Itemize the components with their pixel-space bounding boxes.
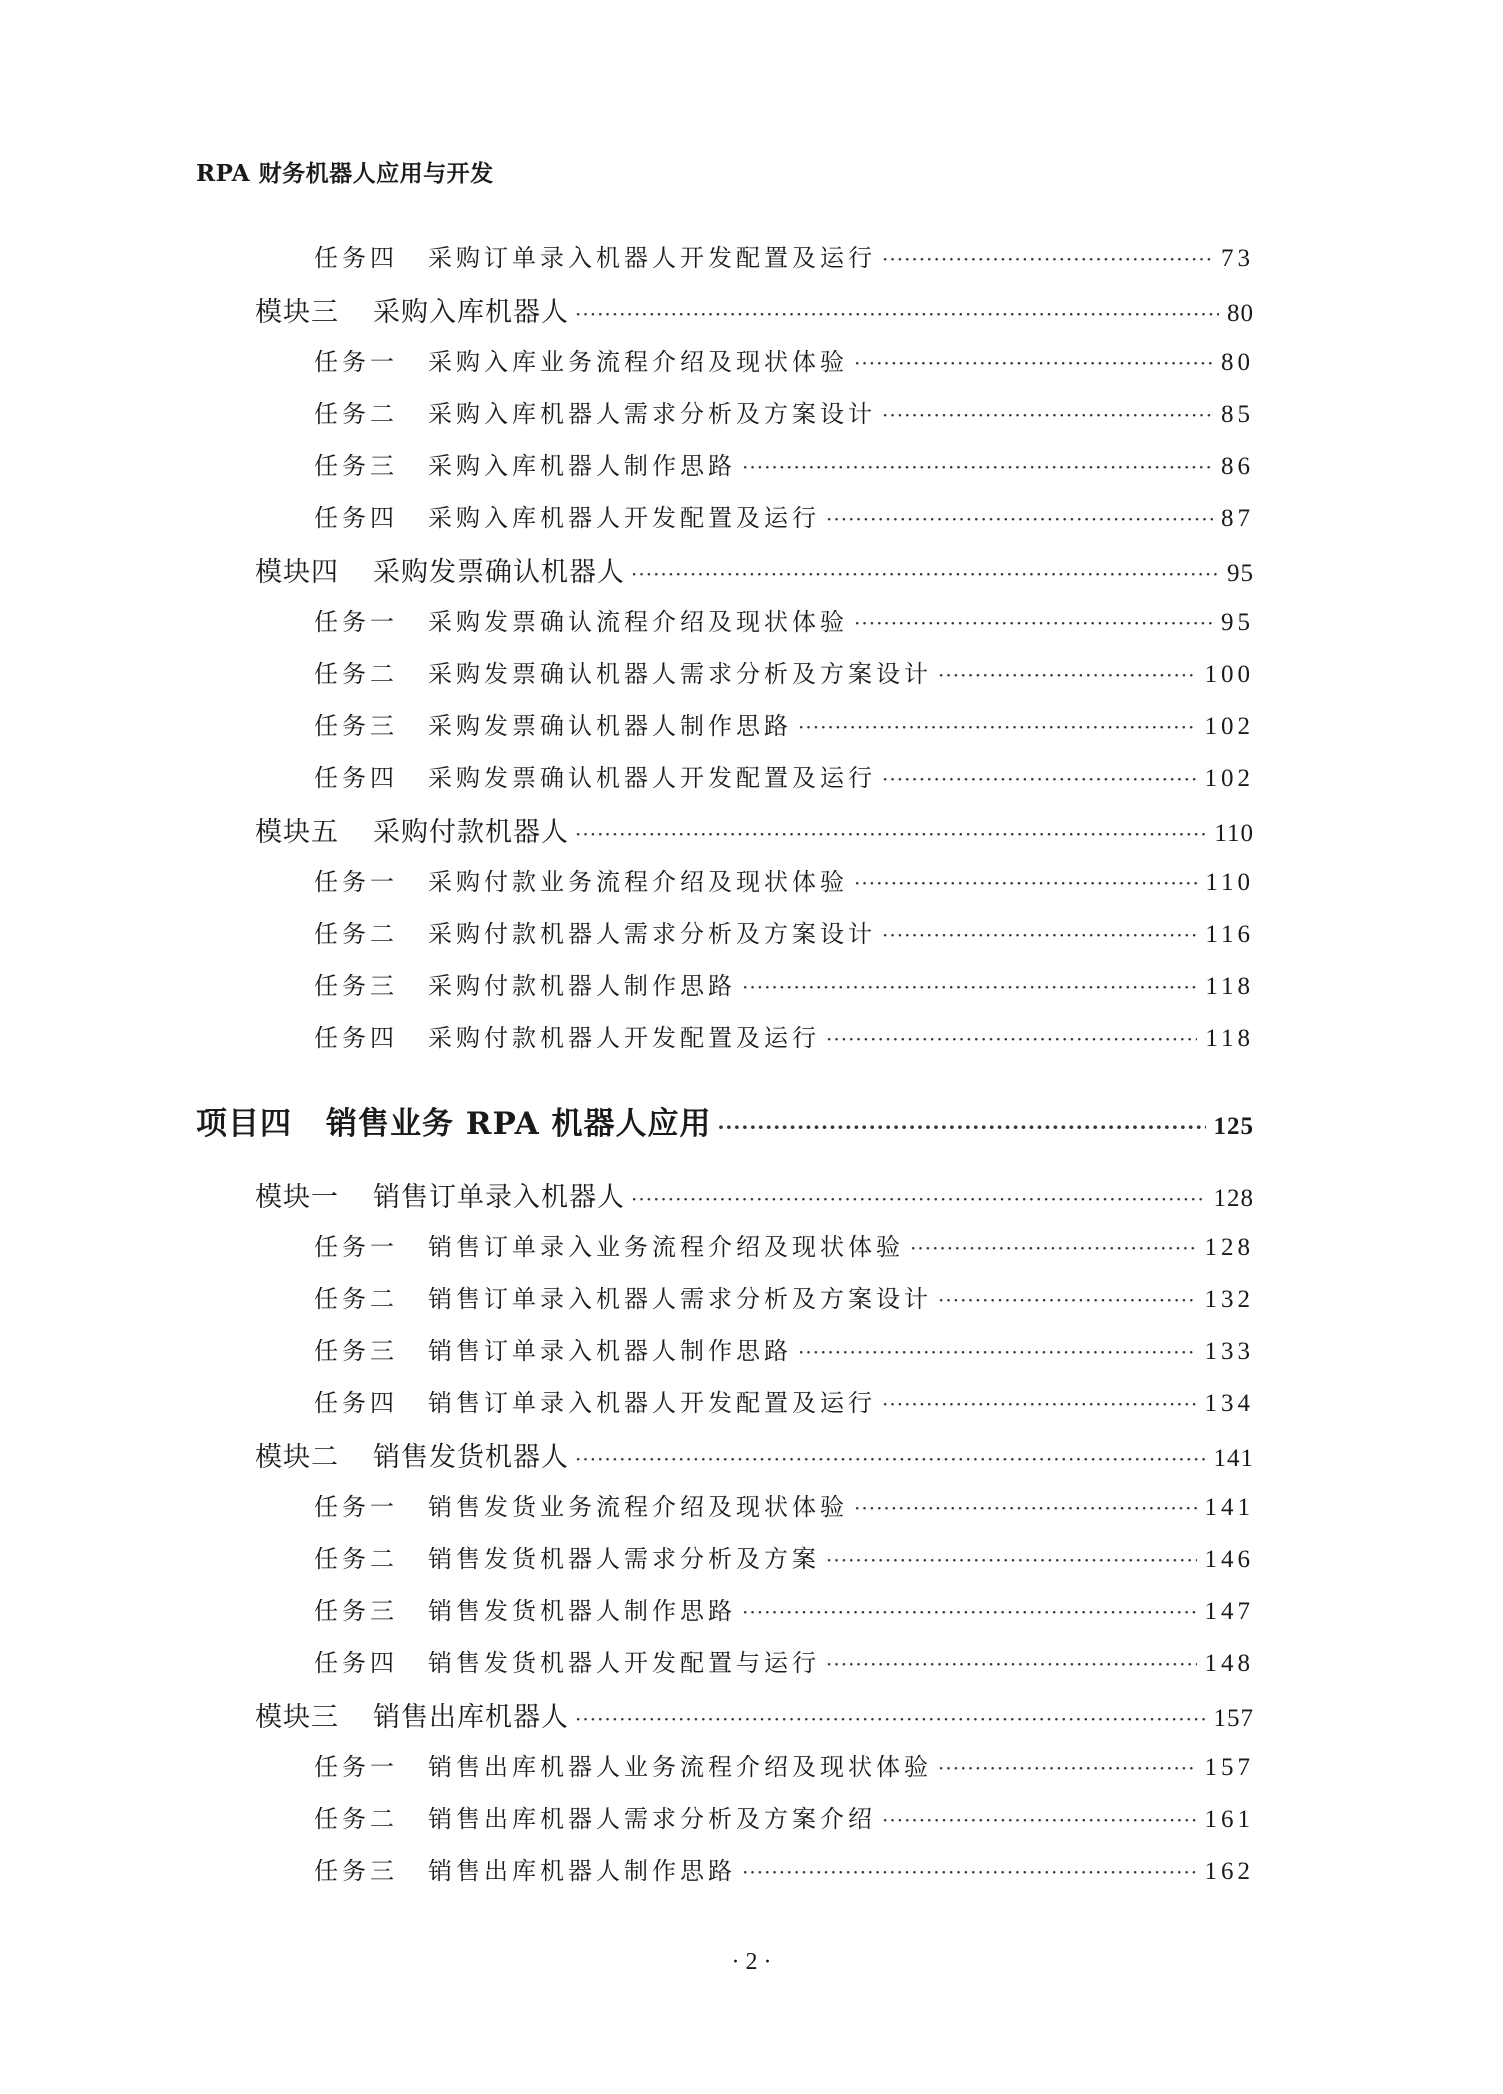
toc-entry-title: 销售订单录入机器人需求分析及方案设计 [428, 1285, 932, 1313]
toc-entry-page-number: 157 [1213, 1705, 1254, 1732]
dot-leader [575, 822, 1206, 846]
toc-entry-prefix: 模块三 [255, 1702, 339, 1733]
toc-entry-title: 销售订单录入机器人制作思路 [428, 1337, 792, 1365]
toc-entry-task [314, 1487, 1254, 1522]
toc-entry-task [314, 602, 1254, 637]
toc-entry-page-number: 148 [1204, 1650, 1254, 1677]
toc-entry-page-number: 87 [1221, 505, 1254, 532]
toc-entry-title: 采购入库机器人需求分析及方案设计 [428, 400, 876, 428]
toc-entry-prefix: 任务一 [314, 348, 398, 376]
toc-entry-project [196, 1098, 1254, 1143]
toc-entry-title: 销售发货机器人开发配置与运行 [428, 1649, 820, 1677]
toc-entry-task [314, 706, 1254, 741]
toc-entry-page-number: 162 [1204, 1858, 1254, 1885]
toc-entry-title: 销售发货机器人 [373, 1442, 569, 1473]
running-header: RPA 财务机器人应用与开发 [196, 160, 494, 187]
dot-leader [938, 663, 1197, 687]
toc-entry-prefix: 任务一 [314, 868, 398, 896]
toc-entry-title: 销售发货业务流程介绍及现状体验 [428, 1493, 848, 1521]
dot-leader [882, 767, 1197, 791]
dot-leader [938, 1288, 1197, 1312]
toc-entry-title: 销售出库机器人 [373, 1702, 569, 1733]
toc-entry-page-number: 128 [1204, 1234, 1254, 1261]
dot-leader [882, 403, 1213, 427]
toc-entry-page-number: 157 [1204, 1754, 1254, 1781]
toc-entry-title: 销售发货机器人需求分析及方案 [428, 1545, 820, 1573]
toc-entry-module [255, 1175, 1254, 1214]
toc-entry-title: 采购订单录入机器人开发配置及运行 [428, 244, 876, 272]
toc-entry-page-number: 80 [1221, 349, 1254, 376]
toc-entry-page-number: 116 [1205, 921, 1254, 948]
toc-entry-task [314, 1747, 1254, 1782]
dot-leader [882, 1808, 1197, 1832]
dot-leader [742, 1600, 1197, 1624]
toc-entry-task [314, 1227, 1254, 1262]
dot-leader [631, 562, 1219, 586]
toc-entry-prefix: 任务一 [314, 1233, 398, 1261]
toc-entry-page-number: 85 [1221, 401, 1254, 428]
toc-entry-prefix: 模块三 [255, 297, 339, 328]
toc-entry-task [314, 342, 1254, 377]
toc-entry-prefix: 任务四 [314, 1024, 398, 1052]
dot-leader [882, 247, 1213, 271]
toc-entry-prefix: 任务三 [314, 972, 398, 1000]
toc-entry-prefix: 任务三 [314, 1857, 398, 1885]
toc-entry-page-number: 110 [1205, 869, 1254, 896]
toc-entry-title: 销售出库机器人业务流程介绍及现状体验 [428, 1753, 932, 1781]
toc-entry-title: 销售订单录入业务流程介绍及现状体验 [428, 1233, 904, 1261]
toc-entry-title: 采购发票确认机器人制作思路 [428, 712, 792, 740]
toc-entry-prefix: 模块四 [255, 557, 339, 588]
toc-entry-module [255, 1695, 1254, 1734]
toc-entry-prefix: 任务三 [314, 1597, 398, 1625]
dot-leader [631, 1187, 1206, 1211]
toc-entry-prefix: 模块五 [255, 817, 339, 848]
dot-leader [575, 1447, 1206, 1471]
toc-entry-title: 销售业务 RPA 机器人应用 [326, 1106, 712, 1142]
toc-entry-prefix: 任务二 [314, 1545, 398, 1573]
toc-entry-task [314, 1018, 1254, 1053]
dot-leader [826, 507, 1213, 531]
toc-entry-prefix: 任务一 [314, 608, 398, 636]
toc-entry-title: 采购入库机器人开发配置及运行 [428, 504, 820, 532]
toc-entry-page-number: 118 [1205, 973, 1254, 1000]
toc-entry-title: 采购付款机器人 [373, 817, 569, 848]
dot-leader [938, 1756, 1197, 1780]
toc-entry-page-number: 110 [1214, 820, 1254, 847]
toc-entry-title: 销售订单录入机器人开发配置及运行 [428, 1389, 876, 1417]
dot-leader [854, 871, 1197, 895]
toc-entry-title: 采购发票确认机器人 [373, 557, 625, 588]
toc-entry-prefix: 任务三 [314, 712, 398, 740]
toc-entry-page-number: 102 [1204, 765, 1254, 792]
toc-entry-title: 采购付款机器人开发配置及运行 [428, 1024, 820, 1052]
dot-leader [742, 455, 1213, 479]
toc-entry-title: 销售发货机器人制作思路 [428, 1597, 736, 1625]
toc-entry-prefix: 任务三 [314, 452, 398, 480]
dot-leader [826, 1652, 1197, 1676]
toc-entry-page-number: 95 [1227, 560, 1254, 587]
toc-entry-page-number: 134 [1204, 1390, 1254, 1417]
toc-entry-prefix: 任务二 [314, 920, 398, 948]
dot-leader [882, 1392, 1197, 1416]
toc-entry-module [255, 810, 1254, 849]
dot-leader [717, 1115, 1205, 1139]
toc-entry-title: 采购入库机器人制作思路 [428, 452, 736, 480]
dot-leader [854, 351, 1213, 375]
toc-entry-page-number: 95 [1221, 609, 1254, 636]
toc-entry-prefix: 任务三 [314, 1337, 398, 1365]
toc-entry-task [314, 498, 1254, 533]
toc-entry-task [314, 1383, 1254, 1418]
toc-entry-task [314, 1591, 1254, 1626]
dot-leader [826, 1548, 1197, 1572]
toc-entry-task [314, 1279, 1254, 1314]
toc-entry-task [314, 914, 1254, 949]
toc-entry-task [314, 1851, 1254, 1886]
toc-entry-prefix: 模块二 [255, 1442, 339, 1473]
toc-entry-page-number: 125 [1213, 1113, 1254, 1140]
toc-entry-task [314, 1643, 1254, 1678]
toc-entry-title: 采购入库机器人 [373, 297, 569, 328]
toc-entry-module [255, 290, 1254, 329]
toc-entry-prefix: 任务二 [314, 660, 398, 688]
toc-entry-title: 销售订单录入机器人 [373, 1182, 625, 1213]
toc-entry-page-number: 102 [1204, 713, 1254, 740]
dot-leader [575, 302, 1219, 326]
toc-entry-task [314, 446, 1254, 481]
dot-leader [854, 611, 1213, 635]
toc-entry-title: 采购发票确认流程介绍及现状体验 [428, 608, 848, 636]
toc-entry-page-number: 118 [1205, 1025, 1254, 1052]
toc-entry-title: 销售出库机器人制作思路 [428, 1857, 736, 1885]
toc-entry-page-number: 146 [1204, 1546, 1254, 1573]
dot-leader [826, 1027, 1197, 1051]
toc-entry-task [314, 758, 1254, 793]
toc-entry-prefix: 任务四 [314, 1649, 398, 1677]
toc-entry-title: 采购付款机器人需求分析及方案设计 [428, 920, 876, 948]
toc-entry-prefix: 任务二 [314, 1805, 398, 1833]
toc-entry-task [314, 654, 1254, 689]
dot-leader [882, 923, 1197, 947]
dot-leader [798, 1340, 1197, 1364]
toc-entry-page-number: 133 [1204, 1338, 1254, 1365]
toc-entry-module [255, 1435, 1254, 1474]
toc-entry-task [314, 238, 1254, 273]
toc-entry-page-number: 141 [1213, 1445, 1254, 1472]
toc-entry-task [314, 1799, 1254, 1834]
toc-entry-prefix: 项目四 [196, 1106, 292, 1142]
dot-leader [910, 1236, 1197, 1260]
toc-entry-prefix: 任务二 [314, 1285, 398, 1313]
toc-entry-prefix: 任务二 [314, 400, 398, 428]
toc-entry-title: 采购发票确认机器人开发配置及运行 [428, 764, 876, 792]
toc-entry-title: 销售出库机器人需求分析及方案介绍 [428, 1805, 876, 1833]
toc-entry-module [255, 550, 1254, 589]
page-number: · 2 · [731, 1949, 772, 1975]
toc-entry-task [314, 394, 1254, 429]
toc-entry-prefix: 任务一 [314, 1493, 398, 1521]
toc-entry-prefix: 任务四 [314, 244, 398, 272]
toc-entry-prefix: 任务四 [314, 764, 398, 792]
toc-entry-task [314, 862, 1254, 897]
dot-leader [742, 1860, 1197, 1884]
toc-entry-title: 采购付款机器人制作思路 [428, 972, 736, 1000]
dot-leader [575, 1707, 1206, 1731]
toc-entry-page-number: 147 [1204, 1598, 1254, 1625]
toc-entry-title: 采购付款业务流程介绍及现状体验 [428, 868, 848, 896]
toc-entry-page-number: 80 [1227, 300, 1254, 327]
toc-entry-prefix: 任务一 [314, 1753, 398, 1781]
dot-leader [742, 975, 1197, 999]
toc-entry-prefix: 任务四 [314, 504, 398, 532]
toc-entry-title: 采购入库业务流程介绍及现状体验 [428, 348, 848, 376]
toc-entry-page-number: 128 [1213, 1185, 1254, 1212]
toc-entry-page-number: 132 [1204, 1286, 1254, 1313]
toc-entry-task [314, 1539, 1254, 1574]
toc-entry-prefix: 模块一 [255, 1182, 339, 1213]
dot-leader [854, 1496, 1197, 1520]
toc-entry-task [314, 1331, 1254, 1366]
toc-entry-task [314, 966, 1254, 1001]
dot-leader [798, 715, 1197, 739]
toc-entry-title: 采购发票确认机器人需求分析及方案设计 [428, 660, 932, 688]
toc-entry-prefix: 任务四 [314, 1389, 398, 1417]
toc-entry-page-number: 73 [1221, 245, 1254, 272]
toc-entry-page-number: 141 [1204, 1494, 1254, 1521]
toc-entry-page-number: 86 [1221, 453, 1254, 480]
toc-entry-page-number: 161 [1204, 1806, 1254, 1833]
toc-entry-page-number: 100 [1204, 661, 1254, 688]
